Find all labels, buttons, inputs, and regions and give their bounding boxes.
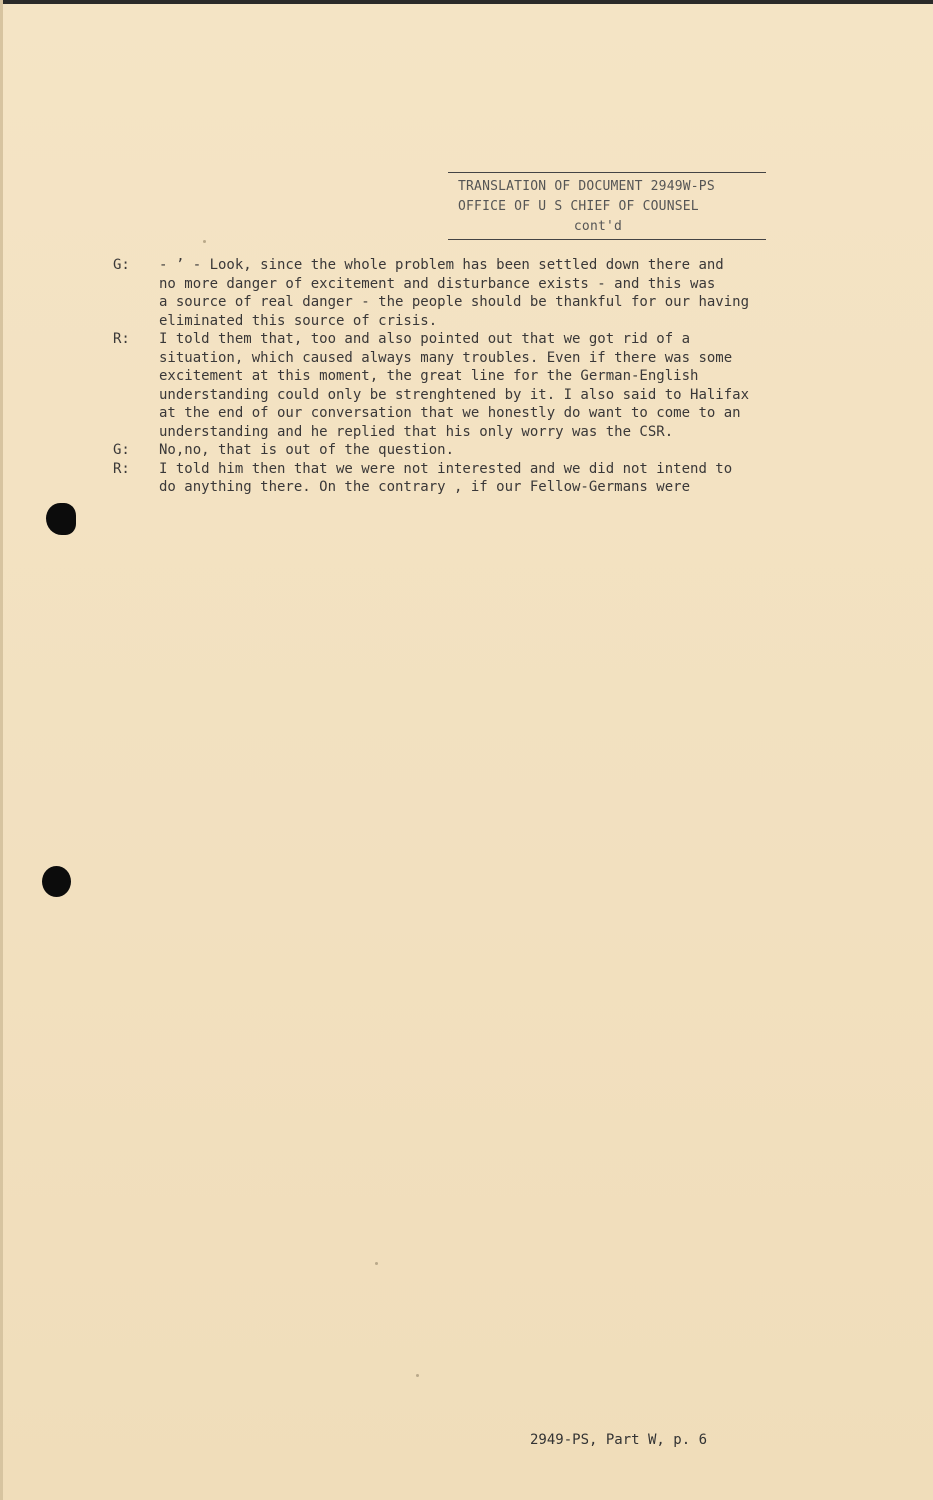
punch-hole-bottom xyxy=(42,866,71,897)
document-header xyxy=(448,172,768,240)
header-title: TRANSLATION OF DOCUMENT 2949W-PS xyxy=(458,179,715,194)
speaker-label: G: xyxy=(113,257,130,273)
entry-line: I told him then that we were not interested and we did not intend to xyxy=(159,460,733,477)
speaker-label: R: xyxy=(113,331,130,347)
entry-line: eliminated this source of crisis. xyxy=(159,312,438,329)
speaker-label: R: xyxy=(113,460,130,477)
transcript-body xyxy=(113,256,853,497)
page-reference: 2949-PS, Part W, p. 6 xyxy=(530,1432,708,1448)
entry-line: No,no, that is out of the question. xyxy=(159,442,455,458)
header-bottom-rule xyxy=(448,239,766,240)
entry-line: do anything there. On the contrary , if our Fellow-Germans were xyxy=(159,479,691,495)
header-top-rule xyxy=(448,172,766,173)
entry-line: at the end of our conversation that we honestly do want to come to an xyxy=(159,405,741,421)
transcript-entry xyxy=(113,460,853,497)
transcript-entry xyxy=(113,330,853,441)
speaker-label: G: xyxy=(113,442,130,458)
punch-hole-top xyxy=(46,503,76,535)
header-continued: cont'd xyxy=(573,219,623,234)
paper-speck xyxy=(375,1262,378,1265)
transcript-entry xyxy=(113,256,853,330)
entry-line: situation, which caused always many troubles. Even if there was some xyxy=(159,349,733,366)
entry-line: - ’ - Look, since the whole problem has been settled down there and xyxy=(159,257,724,273)
entry-line: understanding could only be strenghtened by it. I also said to Halifax xyxy=(159,386,750,403)
transcript-entry xyxy=(113,441,853,460)
page-left-edge xyxy=(0,0,3,1500)
entry-line: excitement at this moment, the great line for the German-English xyxy=(159,368,699,384)
paper-speck xyxy=(416,1374,419,1377)
entry-line: no more danger of excitement and disturbance exists - and this was xyxy=(159,275,716,292)
entry-line: understanding and he replied that his only worry was the CSR. xyxy=(159,423,674,440)
header-office: OFFICE OF U S CHIEF OF COUNSEL xyxy=(458,199,699,214)
paper-speck xyxy=(203,240,206,243)
page-top-edge xyxy=(0,0,933,4)
entry-line: I told them that, too and also pointed out that we got rid of a xyxy=(159,331,691,347)
entry-line: a source of real danger - the people should be thankful for our having xyxy=(159,294,750,310)
